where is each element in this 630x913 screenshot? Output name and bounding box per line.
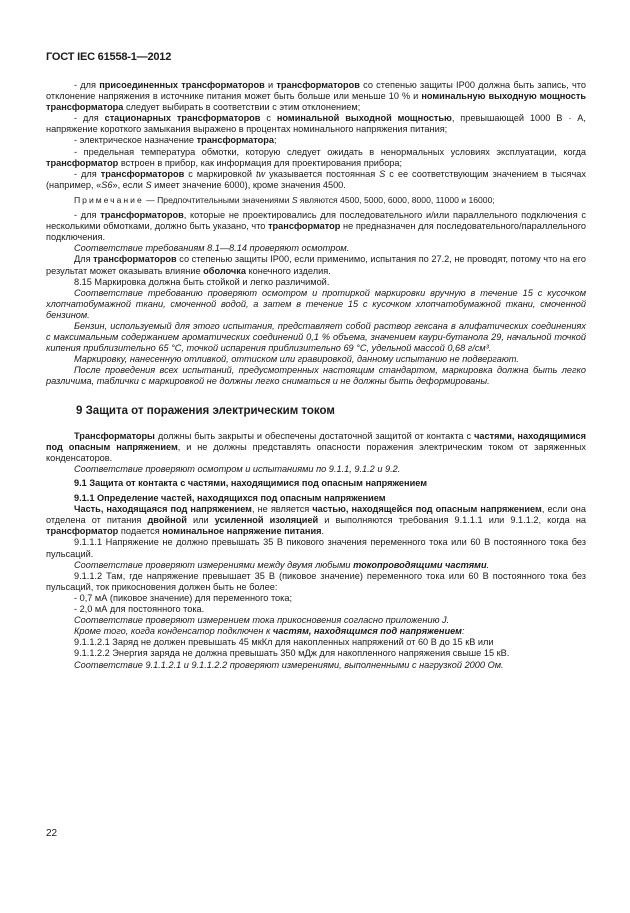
paragraph: Бензин, используемый для этого испытания, представляет собой раствор гексана в алифатических соединениях с максимальным содержанием ароматических соединений 0,1 % объема, значением каури-бутанола 29, начальной точкой кипения приблизительно 65 °С, точкой испарения приблизительно 69 °С, удельной массой 0,68 г/см³.	[46, 320, 586, 354]
paragraph: Для трансформаторов со степенью защиты IP00, если применимо, испытания по 27.2, не проводят, потому что на его результат может оказывать влияние оболочка конечного изделия.	[46, 254, 586, 276]
list-item: - 2,0 мА для постоянного тока.	[74, 604, 205, 615]
paragraph: - для стационарных трансформаторов с номинальной выходной мощностью, превышающей 1000 В · А, напряжение короткого замыкания выражено в процентах номинального напряжения питания;	[46, 113, 586, 135]
paragraph: Соответствие проверяют измерениями между двумя любыми токопроводящими частями.	[74, 559, 490, 570]
paragraph: - для присоединенных трансформаторов и трансформаторов со степенью защиты IP00 должна быть запись, что отклонение напряжения в источнике питания может быть больше или меньше 10 % и номинальную выходную мощность трансформатора следует выбирать в соответствии с этим отклонением;	[46, 80, 587, 113]
paragraph: - для трансформаторов с маркировкой tw указывается постоянная S с ее соответствующим значением в тысячах (например, «S6», если S имеет значение 6000), кроме значения 4500.	[46, 168, 587, 190]
document-header: ГОСТ IEC 61558-1—2012	[46, 51, 172, 63]
paragraph: - предельная температура обмотки, которую следует ожидать в ненормальных условиях эксплуатации, когда трансформатор встроен в прибор, как информация для проектирования прибора;	[46, 146, 586, 168]
paragraph: Соответствие проверяют осмотром и испытаниями по 9.1.1, 9.1.2 и 9.2.	[74, 463, 401, 474]
paragraph: Маркировку, нанесенную отливкой, оттиском или гравировкой, данному испытанию не подвергают.	[74, 354, 519, 365]
document-body	[46, 80, 586, 671]
paragraph: Часть, находящаяся под напряжением, не является частью, находящейся под опасным напряжением, если она отделена от питания двойной или усиленной изоляцией и выполняются требования 9.1.1.1 или 9.1.1.2, когда на трансформатор подается номинальное напряжение питания.	[46, 504, 587, 537]
paragraph: 9.1.1.2 Там, где напряжение превышает 35 В (пиковое значение) переменного тока или 60 В постоянного тока без пульсаций, ток прикосновения должен быть не более:	[46, 570, 586, 592]
paragraph: Кроме того, когда конденсатор подключен к частям, находящимся под напряжением:	[74, 626, 465, 637]
paragraph: Соответствие требованиям 8.1—8.14 проверяют осмотром.	[74, 243, 350, 254]
paragraph: Соответствие требованию проверяют осмотром и протиркой маркировки вручную в течение 15 с кусочком хлопчатобумажной ткани, смоченной водой, а затем в течение 15 с кусочком хлопчатобумажной ткани, смоченной бензином.	[46, 287, 586, 320]
paragraph: 9.1.1.2.2 Энергия заряда не должна превышать 350 мДж для накопленного напряжения свыше 15 кВ.	[74, 648, 510, 659]
paragraph: - электрическое назначение трансформатора;	[74, 135, 277, 146]
paragraph: 9.1.1.2.1 Заряд не должен превышать 45 мкКл для накопленных напряжений от 60 В до 15 кВ или	[74, 637, 494, 648]
paragraph: Соответствие проверяют измерением тока прикосновения согласно приложению J.	[74, 615, 450, 626]
paragraph: После проведения всех испытаний, предусмотренных настоящим стандартом, маркировка должна быть легко различима, таблички с маркировкой не должны легко сниматься и не должны быть деформированы.	[46, 365, 586, 387]
section-heading: 9 Защита от поражения электрическим током	[76, 404, 335, 417]
list-item: - 0,7 мА (пиковое значение) для переменного тока;	[74, 592, 293, 603]
paragraph: 8.15 Маркировка должна быть стойкой и легко различимой.	[74, 276, 330, 287]
subsection-heading: 9.1.1 Определение частей, находящихся под опасным напряжением	[74, 493, 386, 504]
paragraph: 9.1.1.1 Напряжение не должно превышать 35 В пикового значения переменного тока или 60 В постоянного тока без пульсаций.	[46, 537, 586, 559]
page-number: 22	[46, 828, 58, 839]
paragraph: Соответствие 9.1.1.2.1 и 9.1.1.2.2 проверяют измерениями, выполненными с нагрузкой 2000 Ом.	[74, 659, 504, 670]
paragraph: - для трансформаторов, которые не проектировались для последовательного и/или параллельного подключения с несколькими обмотками, должно быть указано, что трансформатор не предназначен для последовательного/параллельного подключения.	[46, 210, 586, 243]
paragraph: Трансформаторы должны быть закрыты и обеспечены достаточной защитой от контакта с частями, находящимися под опасным напряжением, и не должны представлять опасности поражения электрическим током от заряженных конденсаторов.	[46, 430, 586, 463]
subsection-heading: 9.1 Защита от контакта с частями, находящимися под опасным напряжением	[74, 478, 428, 488]
note: Примечание — Предпочтительными значениями S являются 4500, 5000, 6000, 8000, 11000 и 16000;	[74, 194, 495, 205]
